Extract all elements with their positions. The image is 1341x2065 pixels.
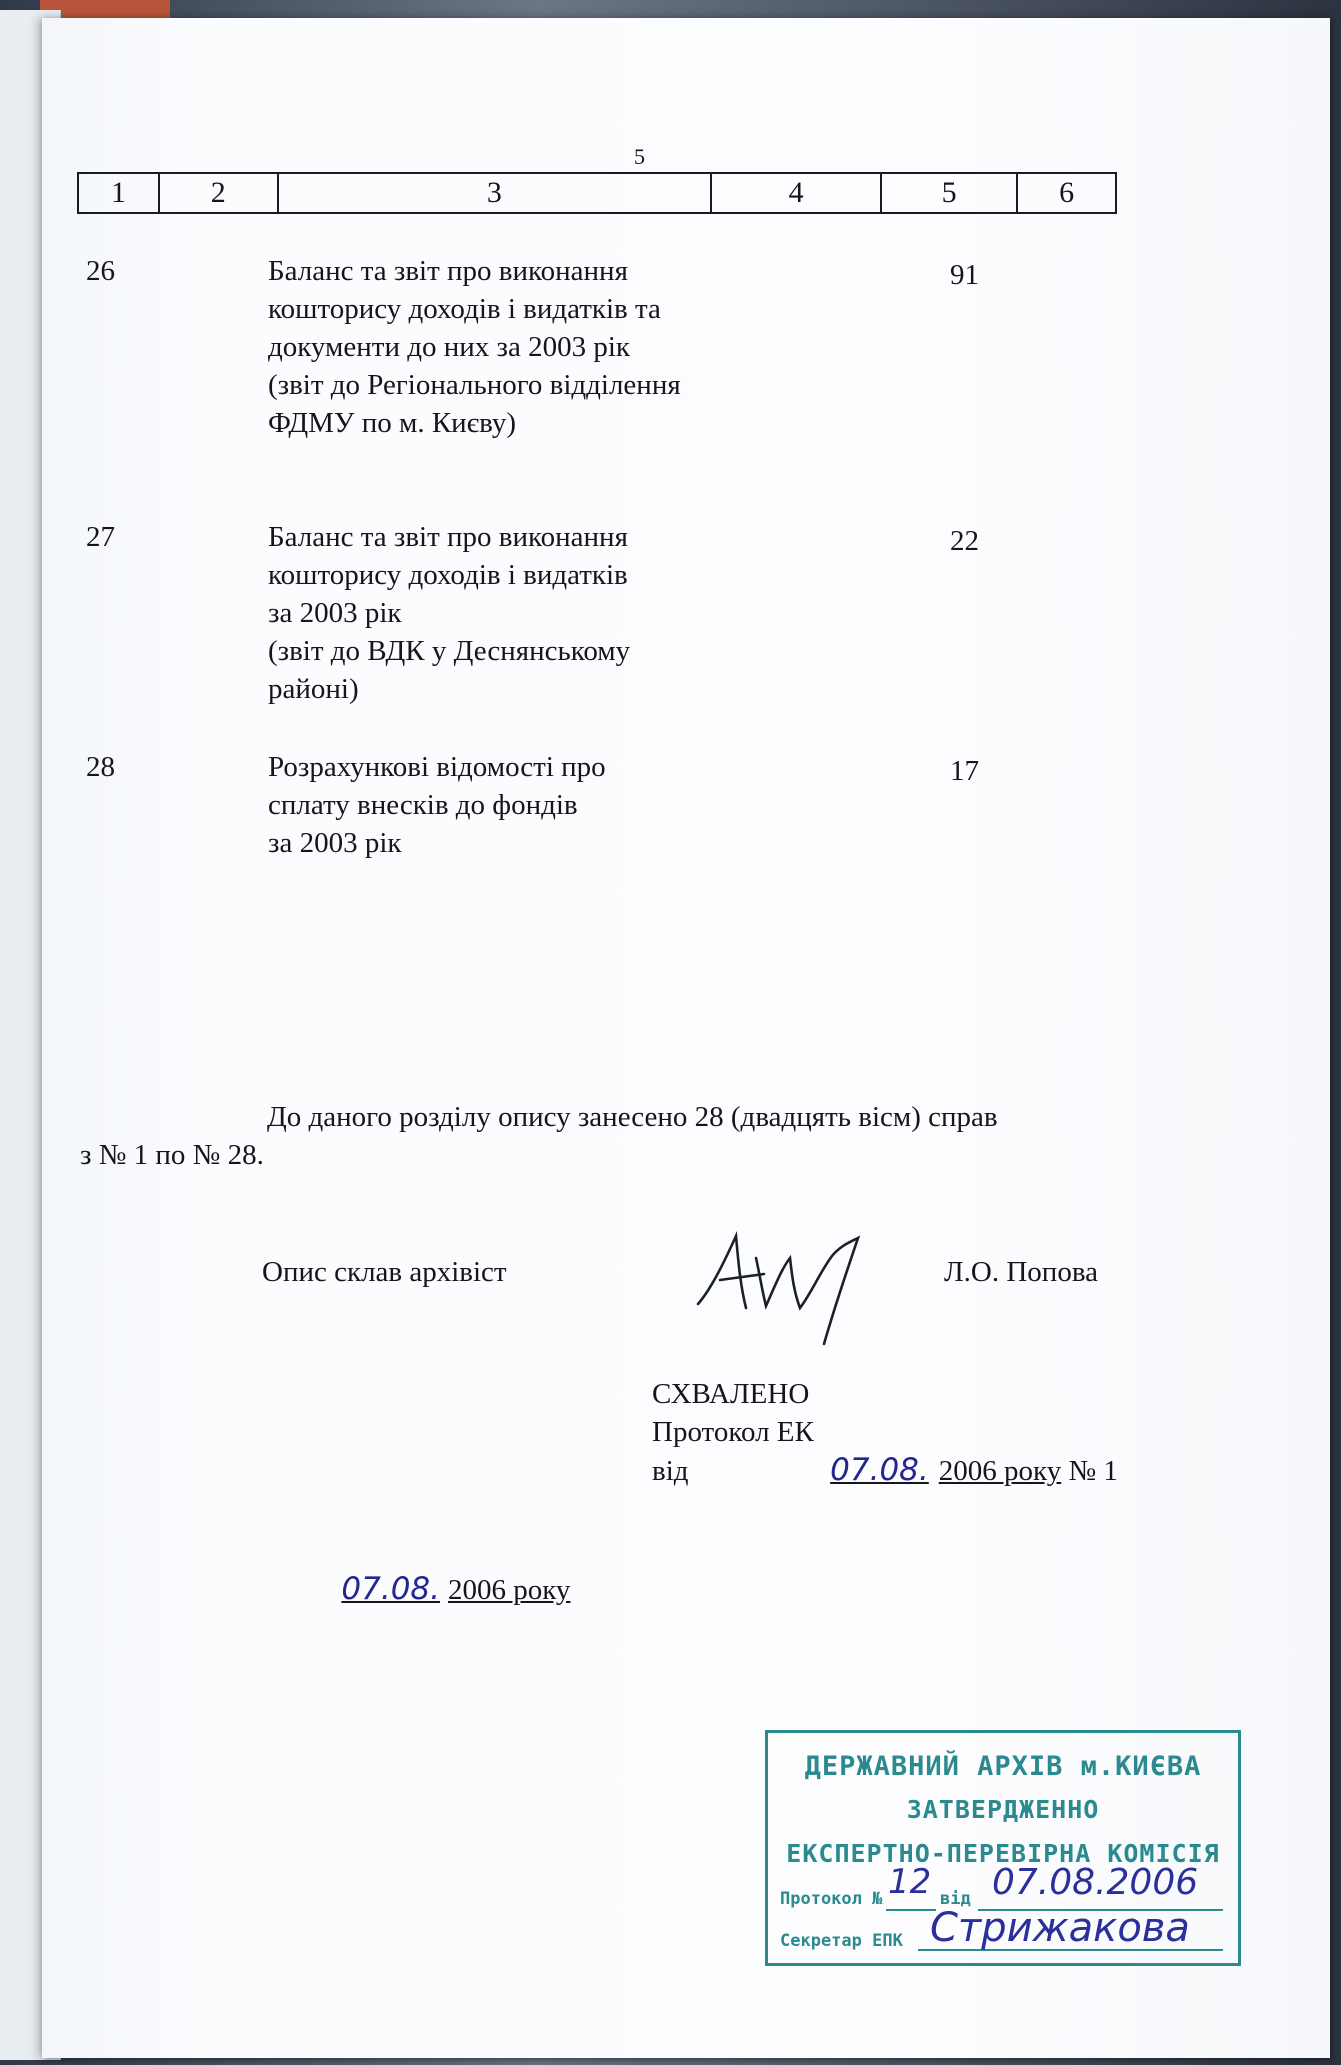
header-table [77,172,1117,214]
header-col-1: 1 [78,173,159,213]
stamp-line-2: ЗАТВЕРДЖЕННО [906,1795,1100,1824]
summary-line-1: До даного розділу опису занесено 28 (двадцять вісм) справ [267,1101,998,1133]
header-col-6: 6 [1017,173,1116,213]
compiler-role: Опис склав архівіст [262,1256,507,1288]
row-number: 27 [86,521,115,553]
stamp-from-label: від [940,1889,971,1909]
compiler-signature [690,1228,900,1348]
row-title: Баланс та звіт про виконання кошторису доходів і видатків та документи до них за 2003 рік (звіт до Регіонального відділення ФДМУ по м. Києву) [268,255,681,439]
approval-from-label: від [652,1455,689,1487]
approval-date-handwritten: 07.08. [830,1452,929,1488]
header-col-3: 3 [278,173,712,213]
approval-protocol: Протокол ЕК [652,1416,814,1448]
row-pages: 22 [950,525,979,557]
approval-year: 2006 року [938,1455,1062,1487]
approval-date-field [714,1451,939,1490]
stamp-line-3: ЕКСПЕРТНО-ПЕРЕВІРНА КОМІСІЯ [786,1839,1220,1868]
stamp-protocol-number: 12 [888,1862,932,1902]
dated-date-field [258,1570,448,1609]
row-number: 26 [86,255,115,287]
header-col-2: 2 [159,173,277,213]
row-title: Розрахункові відомості про сплату внесків до фондів за 2003 рік [268,751,606,859]
row-number: 28 [86,751,115,783]
stamp-line-1: ДЕРЖАВНИЙ АРХІВ м.КИЄВА [804,1751,1202,1782]
stamp-secretary-label: Секретар ЕПК [780,1931,903,1951]
row-pages: 91 [950,259,979,291]
approval-number: № 1 [1068,1455,1118,1487]
stamp-secretary-signature: Стрижакова [930,1905,1190,1951]
stamp-date-handwritten: 07.08.2006 [992,1862,1199,1903]
compiler-name: Л.О. Попова [944,1256,1099,1288]
dated-date-handwritten: 07.08. [341,1571,440,1607]
stamp-protocol-rule [886,1909,936,1911]
header-col-5: 5 [881,173,1017,213]
dated-line [258,1570,570,1609]
dated-year: 2006 року [448,1574,571,1606]
summary-line-2: з № 1 по № 28. [80,1139,264,1171]
page-number: 5 [634,144,645,169]
approval-date-line [652,1451,1118,1490]
approval-title: СХВАЛЕНО [652,1378,810,1410]
row-pages: 17 [950,755,979,787]
stamp-protocol-label: Протокол № [780,1889,883,1909]
row-title: Баланс та звіт про виконання кошторису доходів і видатків за 2003 рік (звіт до ВДК у Деснянському районі) [268,521,631,705]
header-col-4: 4 [711,173,881,213]
